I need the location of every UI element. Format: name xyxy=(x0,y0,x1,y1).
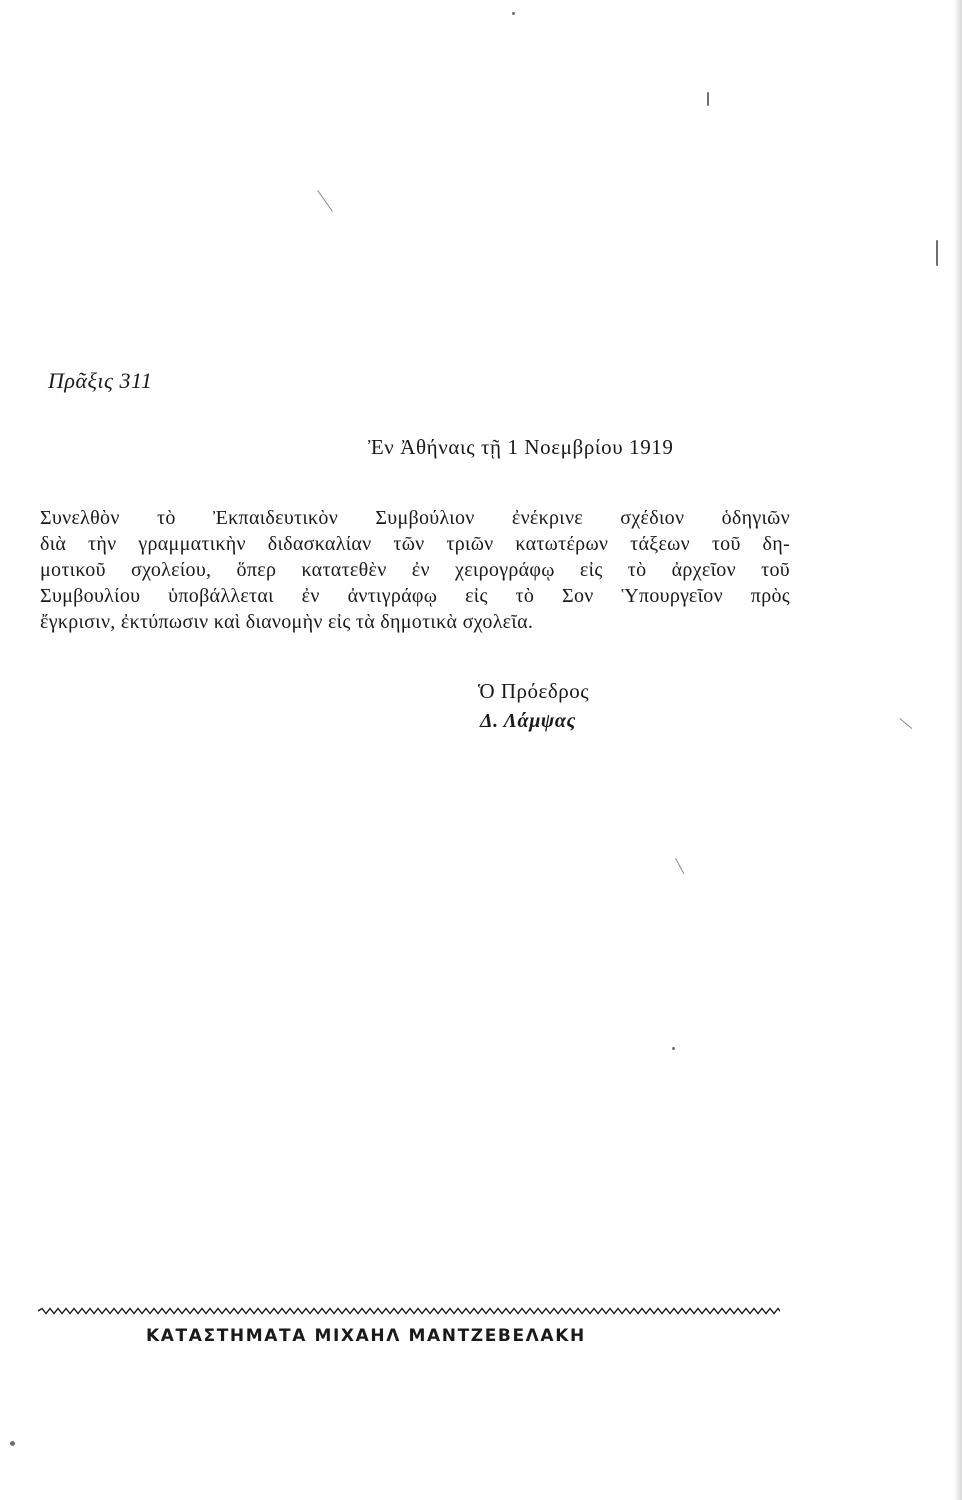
signatory-title: Ὁ Πρόεδρος xyxy=(478,679,590,703)
resolution-line: διὰ τὴν γραμματικὴν διδασκαλίαν τῶν τριῶν κατωτέρων τάξεων τοῦ δη- xyxy=(40,533,790,555)
signatory-name: Δ. Λάμψας xyxy=(480,710,577,732)
date-line: Ἐν Ἀθήναις τῇ 1 Νοεμβρίου 1919 xyxy=(368,435,674,459)
resolution-line: Συμβουλίου ὑποβάλλεται ἐν ἀντιγράφῳ εἰς τὸ Σον Ὑπουργεῖον πρὸς xyxy=(40,585,790,607)
scan-speck xyxy=(936,240,938,266)
scan-speck xyxy=(512,12,515,15)
act-number: Πρᾶξις 311 xyxy=(48,368,153,393)
scan-scratch xyxy=(899,718,912,729)
printer-imprint: ΚΑΤΑΣΤΗΜΑΤΑ ΜΙΧΑΗΛ ΜΑΝΤΖΕΒΕΛΑΚΗ xyxy=(146,1326,586,1346)
signature-block xyxy=(478,676,589,736)
resolution-text xyxy=(40,505,790,635)
scan-speck xyxy=(707,92,709,106)
resolution-line: ἔγκρισιν, ἐκτύπωσιν καὶ διανομὴν εἰς τὰ δημοτικὰ σχολεῖα. xyxy=(40,611,534,633)
scan-scratch xyxy=(317,190,333,212)
scan-edge-shadow xyxy=(954,0,962,1500)
scan-speck xyxy=(10,1441,15,1446)
resolution-line: μοτικοῦ σχολείου, ὅπερ κατατεθὲν ἐν χειρογράφῳ εἰς τὸ ἀρχεῖον τοῦ xyxy=(40,559,790,581)
scan-speck xyxy=(672,1047,675,1050)
scan-scratch xyxy=(675,858,684,874)
resolution-line: Συνελθὸν τὸ Ἐκπαιδευτικὸν Συμβούλιον ἐνέκρινε σχέδιον ὁδηγιῶν xyxy=(40,507,790,529)
decorative-wavy-rule xyxy=(38,1307,780,1315)
